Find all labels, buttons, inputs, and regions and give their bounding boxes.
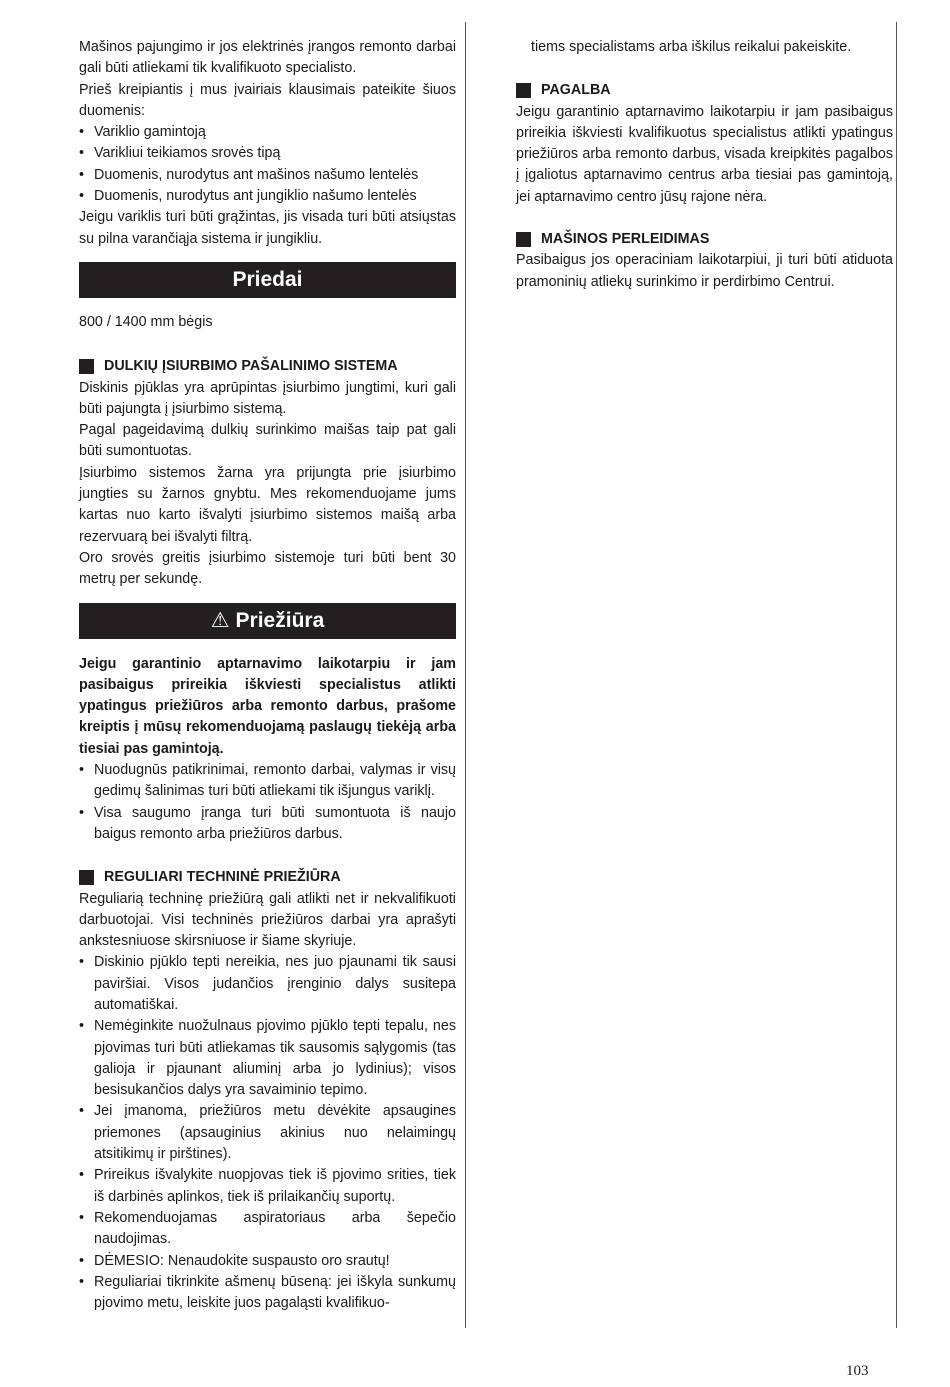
- intro-paragraph: Prieš kreipiantis į mus įvairiais klausimais pateikite šiuos duomenis:: [79, 81, 456, 119]
- list-item: • Duomenis, nurodytus ant mašinos našumo lentelės: [79, 165, 456, 186]
- regular-maintenance-heading: REGULIARI TECHNINĖ PRIEŽIŪRA: [79, 867, 456, 888]
- column-divider-right: [896, 22, 897, 1328]
- right-column: [516, 37, 893, 293]
- help-heading: PAGALBA: [516, 80, 893, 101]
- square-bullet-icon: [79, 870, 94, 885]
- section-banner-priedai: [79, 262, 456, 298]
- list-item: • Prireikus išvalykite nuopjovas tiek iš pjovimo srities, tiek iš darbinės aplinkos, tiek iš prilaikančių suportų.: [79, 1165, 456, 1208]
- body-paragraph: Įsiurbimo sistemos žarna yra prijungta prie įsiurbimo jungties su žarnos gnybtu. Mes rekomenduojame jums kartas nuo karto išvalyti įsiurbimo sistemos maišą arba rezervuarą bei išvalyti filtrą.: [79, 464, 456, 545]
- list-item: • Jei įmanoma, priežiūros metu dėvėkite apsaugines priemones (apsauginius akinius nuo nelaimingų atsitikimų ir pirštines).: [79, 1101, 456, 1165]
- column-divider-left: [465, 22, 466, 1328]
- section-title: Priedai: [232, 267, 303, 291]
- continuation-text: tiems specialistams arba iškilus reikalui pakeiskite.: [531, 39, 852, 55]
- list-item: • Nemėginkite nuožulnaus pjovimo pjūklo tepti tepalu, nes pjovimas turi būti atliekamas tik sausomis sąlygomis (tas galioja ir pjaunant aliuminį arba jo lydinius); visos besisukančios dalys yra savaiminio tepimo.: [79, 1016, 456, 1101]
- machine-transfer-heading: MAŠINOS PERLEIDIMAS: [516, 229, 893, 250]
- list-item: • Nuodugnūs patikrinimai, remonto darbai, valymas ir visų gedimų šalinimas turi būti atliekami tik išjungus variklį.: [79, 760, 456, 803]
- list-item: • Rekomenduojamas aspiratoriaus arba šepečio naudojimas.: [79, 1208, 456, 1251]
- section-banner-maintenance: [79, 603, 456, 639]
- maintenance-intro-bold: Jeigu garantinio aptarnavimo laikotarpiu ir jam pasibaigus prireikia iškviesti specialistus atlikti ypatingus priežiūros arba remonto darbus, prašome kreiptis į mūsų rekomenduojamą paslaugų tiekėją arba tiesiai pas gamintoją.: [79, 655, 456, 757]
- maintenance-bullet-list: [79, 760, 456, 845]
- square-bullet-icon: [516, 83, 531, 98]
- list-item: • Visa saugumo įranga turi būti sumontuota iš naujo baigus remonto arba priežiūros darbus.: [79, 803, 456, 846]
- dust-extraction-heading: DULKIŲ ĮSIURBIMO PAŠALINIMO SISTEMA: [79, 356, 456, 377]
- list-item: • Duomenis, nurodytus ant jungiklio našumo lentelės: [79, 186, 456, 207]
- list-item: • Variklio gamintoją: [79, 122, 456, 143]
- body-paragraph: Jeigu garantinio aptarnavimo laikotarpiu ir jam pasibaigus prireikia iškviesti kvalifikuotus specialistus atlikti ypatingus priežiūros arba remonto darbus, visada kreipkitės pagalbos į įgaliotus aptarnavimo centrus arba tiesiai pas gamintoją, jei aptarnavimo centro jūsų rajone nėra.: [516, 103, 893, 205]
- square-bullet-icon: [79, 359, 94, 374]
- list-item: • Varikliui teikiamos srovės tipą: [79, 143, 456, 164]
- accessory-item: 800 / 1400 mm bėgis: [79, 313, 213, 330]
- left-column: [79, 37, 456, 1314]
- list-item: • Diskinio pjūklo tepti nereikia, nes juo pjaunami tik sausi paviršiai. Visos judančios įrenginio dalys susitepa automatiškai.: [79, 952, 456, 1016]
- list-item: • Reguliariai tikrinkite ašmenų būseną: jei iškyla sunkumų pjovimo metu, leiskite juos pagaląsti kvalifikuo-: [79, 1272, 456, 1315]
- section-title: Priežiūra: [235, 608, 325, 632]
- intro-paragraph: Jeigu variklis turi būti grąžintas, jis visada turi būti atsiųstas su pilna varančiąja sistema ir jungikliu.: [79, 209, 456, 247]
- intro-paragraph: Mašinos pajungimo ir jos elektrinės įrangos remonto darbai gali būti atliekami tik kvalifikuoto specialisto.: [79, 39, 456, 77]
- body-paragraph: Diskinis pjūklas yra aprūpintas įsiurbimo jungtimi, kuri gali būti pajungta į įsiurbimo sistemą.: [79, 379, 456, 417]
- body-paragraph: Pagal pageidavimą dulkių surinkimo maišas taip pat gali būti sumontuotas.: [79, 422, 456, 460]
- square-bullet-icon: [516, 232, 531, 247]
- body-paragraph: Reguliarią techninę priežiūrą gali atlikti net ir nekvalifikuoti darbuotojai. Visi techninės priežiūros darbai yra aprašyti ankstesniuose skirsniuose ir šiame skyriuje.: [79, 890, 456, 950]
- intro-bullet-list: [79, 122, 456, 207]
- body-paragraph: Pasibaigus jos operaciniam laikotarpiui, ji turi būti atiduota pramoninių atliekų surinkimo ir perdirbimo Centrui.: [516, 252, 893, 290]
- page-number: 103: [846, 1363, 869, 1379]
- body-paragraph: Oro srovės greitis įsiurbimo sistemoje turi būti bent 30 metrų per sekundę.: [79, 549, 456, 588]
- warning-icon: ⚠: [210, 608, 230, 632]
- list-item: • DĖMESIO: Nenaudokite suspausto oro srautų!: [79, 1251, 456, 1272]
- regular-maintenance-bullet-list: [79, 952, 456, 1314]
